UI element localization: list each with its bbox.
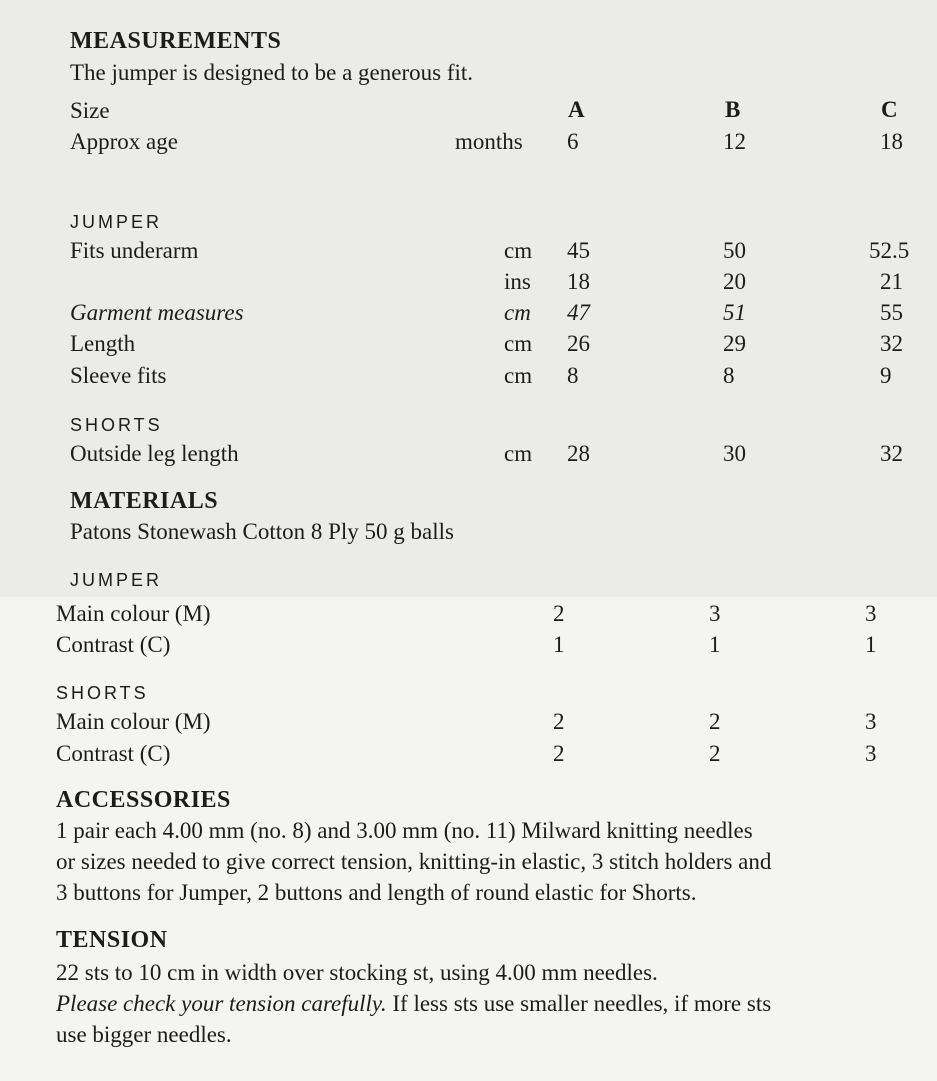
tension-line-2 bbox=[56, 988, 771, 1019]
materials-yarn: Patons Stonewash Cotton 8 Ply 50 g balls bbox=[70, 519, 454, 544]
size-c-header: C bbox=[881, 97, 898, 122]
jumper-row-a: 47 bbox=[567, 300, 590, 325]
materials-shorts-label: Contrast (C) bbox=[56, 741, 171, 766]
jumper-row-unit: cm bbox=[504, 238, 533, 263]
jumper-row-b: 8 bbox=[723, 363, 735, 388]
size-b-header: B bbox=[725, 97, 741, 122]
materials-jumper-heading: JUMPER bbox=[70, 570, 163, 590]
materials-jumper-c: 3 bbox=[865, 601, 877, 626]
jumper-row-unit: ins bbox=[504, 269, 531, 294]
age-a: 6 bbox=[567, 129, 579, 154]
tension-note-italic: Please check your tension carefully. bbox=[56, 991, 387, 1016]
shorts-row-unit: cm bbox=[504, 441, 533, 466]
materials-heading: MATERIALS bbox=[70, 488, 219, 514]
jumper-row-b: 29 bbox=[723, 331, 746, 356]
tension-line-1: 22 sts to 10 cm in width over stocking st, using 4.00 mm needles. bbox=[56, 960, 658, 985]
age-c: 18 bbox=[880, 129, 903, 154]
shorts-row-label: Outside leg length bbox=[70, 441, 239, 466]
materials-jumper-b: 3 bbox=[709, 601, 721, 626]
jumper-row-label: Length bbox=[70, 331, 136, 356]
shorts-row-a: 28 bbox=[567, 441, 590, 466]
jumper-row-a: 8 bbox=[567, 363, 579, 388]
tension-line-3: use bigger needles. bbox=[56, 1022, 232, 1047]
jumper-row-b: 51 bbox=[723, 300, 746, 325]
jumper-row-unit: cm bbox=[504, 300, 531, 325]
tension-heading: TENSION bbox=[56, 927, 168, 953]
shorts-row-b: 30 bbox=[723, 441, 746, 466]
shorts-row-c: 32 bbox=[880, 441, 903, 466]
materials-shorts-c: 3 bbox=[865, 741, 877, 766]
jumper-row-b: 50 bbox=[723, 238, 746, 263]
jumper-row-label: Fits underarm bbox=[70, 238, 199, 263]
shorts-measurements-heading: SHORTS bbox=[70, 415, 163, 435]
jumper-row-b: 20 bbox=[723, 269, 746, 294]
materials-jumper-label: Contrast (C) bbox=[56, 632, 171, 657]
jumper-measurements-heading: JUMPER bbox=[70, 212, 163, 232]
jumper-row-a: 18 bbox=[567, 269, 590, 294]
jumper-row-label: Garment measures bbox=[70, 300, 244, 325]
materials-shorts-b: 2 bbox=[709, 741, 721, 766]
jumper-row-a: 45 bbox=[567, 238, 590, 263]
materials-shorts-c: 3 bbox=[865, 709, 877, 734]
materials-jumper-a: 1 bbox=[553, 632, 565, 657]
materials-jumper-c: 1 bbox=[865, 632, 877, 657]
materials-jumper-b: 1 bbox=[709, 632, 721, 657]
measurements-heading: MEASUREMENTS bbox=[70, 28, 282, 54]
jumper-row-c: 55 bbox=[880, 300, 903, 325]
tension-note-rest: If less sts use smaller needles, if more sts bbox=[386, 991, 772, 1016]
age-label: Approx age bbox=[70, 129, 178, 154]
accessories-heading: ACCESSORIES bbox=[56, 787, 231, 813]
size-label: Size bbox=[70, 98, 110, 123]
jumper-row-unit: cm bbox=[504, 363, 533, 388]
accessories-line: 3 buttons for Jumper, 2 buttons and length of round elastic for Shorts. bbox=[56, 880, 697, 905]
age-b: 12 bbox=[723, 129, 746, 154]
jumper-row-label: Sleeve fits bbox=[70, 363, 167, 388]
jumper-row-c: 21 bbox=[880, 269, 903, 294]
materials-shorts-heading: SHORTS bbox=[56, 683, 149, 703]
jumper-row-c: 32 bbox=[880, 331, 903, 356]
materials-jumper-a: 2 bbox=[553, 601, 565, 626]
materials-jumper-label: Main colour (M) bbox=[56, 601, 211, 626]
accessories-line: 1 pair each 4.00 mm (no. 8) and 3.00 mm (no. 11) Milward knitting needles bbox=[56, 818, 753, 843]
materials-shorts-a: 2 bbox=[553, 741, 565, 766]
jumper-row-c: 9 bbox=[880, 363, 892, 388]
jumper-row-c: 52.5 bbox=[869, 238, 910, 263]
size-a-header: A bbox=[568, 97, 585, 122]
measurements-intro: The jumper is designed to be a generous fit. bbox=[70, 60, 474, 85]
materials-shorts-a: 2 bbox=[553, 709, 565, 734]
jumper-row-unit: cm bbox=[504, 331, 533, 356]
materials-shorts-label: Main colour (M) bbox=[56, 709, 211, 734]
age-unit: months bbox=[455, 129, 523, 154]
accessories-line: or sizes needed to give correct tension, knitting-in elastic, 3 stitch holders and bbox=[56, 849, 772, 874]
materials-shorts-b: 2 bbox=[709, 709, 721, 734]
jumper-row-a: 26 bbox=[567, 331, 590, 356]
